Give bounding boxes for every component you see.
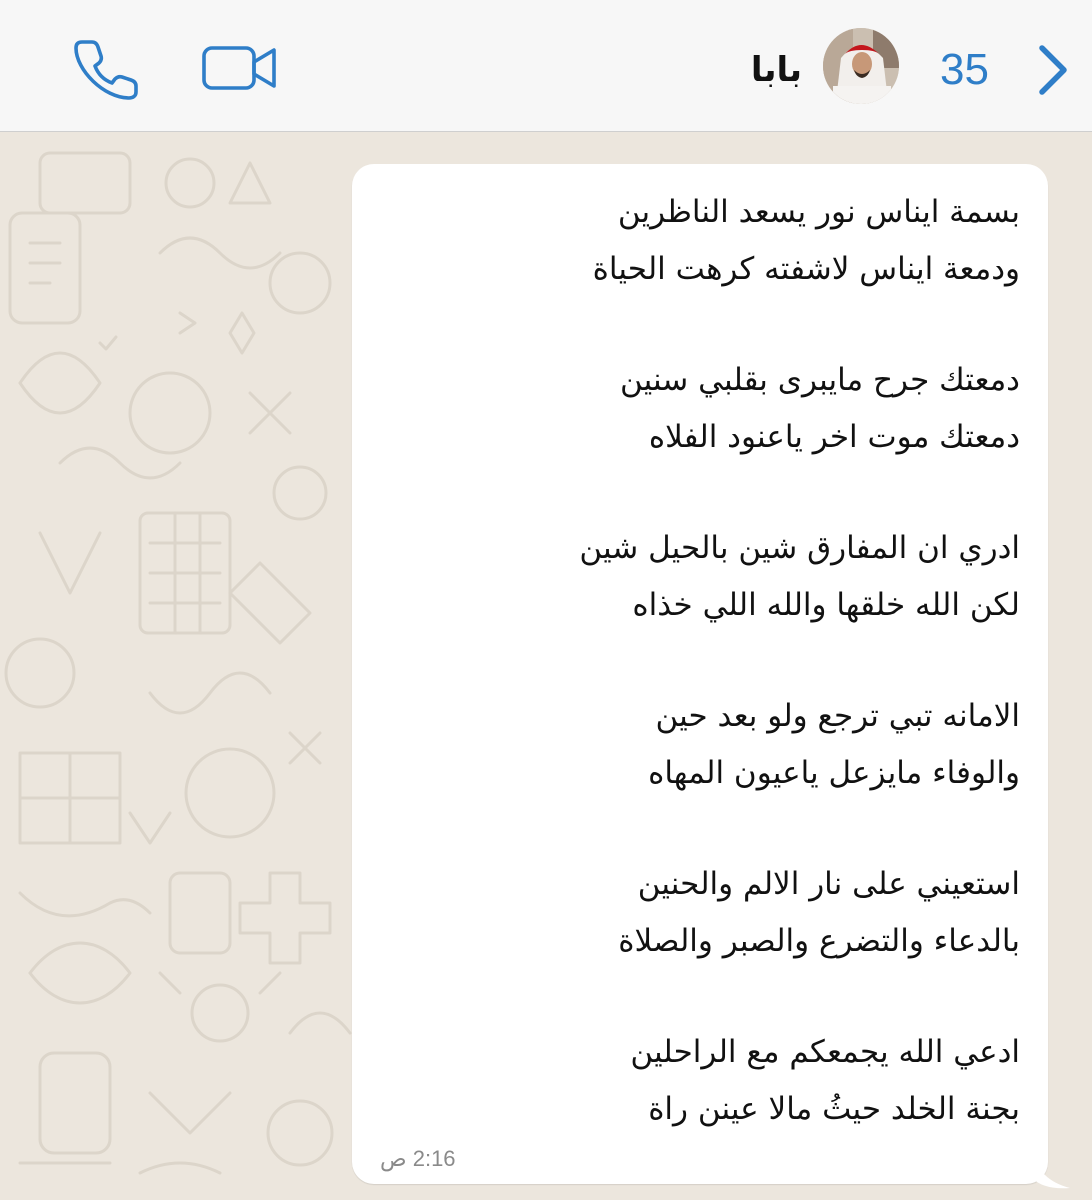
bubble-tail [1032,1150,1072,1190]
chevron-left-icon[interactable] [1028,42,1072,98]
poem-line: الامانه تبي ترجع ولو بعد حين [655,698,1020,734]
poem-line: ادعي الله يجمعكم مع الراحلين [630,1034,1020,1070]
poem-line: بالدعاء والتضرع والصبر والصلاة [618,923,1020,959]
poem-line: لكن الله خلقها والله اللي خذاه [632,587,1020,623]
chat-header [0,0,1092,132]
poem-line: دمعتك جرح مايبرى بقلبي سنين [620,362,1020,398]
message-text [380,184,1020,1138]
message-timestamp: 2:16 ص [380,1146,456,1171]
phone-icon[interactable] [74,36,138,100]
avatar[interactable] [823,28,899,104]
poem-line: ادري ان المفارق شين بالحيل شين [579,530,1020,566]
poem-stanza [380,1024,1020,1138]
poem-line: والوفاء مايزعل ياعيون المهاه [648,755,1020,791]
poem-stanza [380,520,1020,634]
poem-stanza [380,184,1020,298]
poem-stanza [380,352,1020,466]
contact-name[interactable]: بابا [750,50,802,90]
avatar-photo [823,28,899,104]
poem-line: دمعتك موت اخر ياعنود الفلاه [648,419,1020,455]
poem-stanza [380,856,1020,970]
unread-count[interactable]: 35 [940,45,989,94]
video-camera-icon[interactable] [200,40,280,96]
poem-stanza [380,688,1020,802]
poem-line: بجنة الخلد حيثُ مالا عينن راة [648,1091,1020,1127]
poem-line: استعيني على نار الالم والحنين [637,866,1020,902]
poem-line: بسمة ايناس نور يسعد الناظرين [617,194,1020,230]
poem-line: ودمعة ايناس لاشفته كرهت الحياة [592,251,1020,287]
